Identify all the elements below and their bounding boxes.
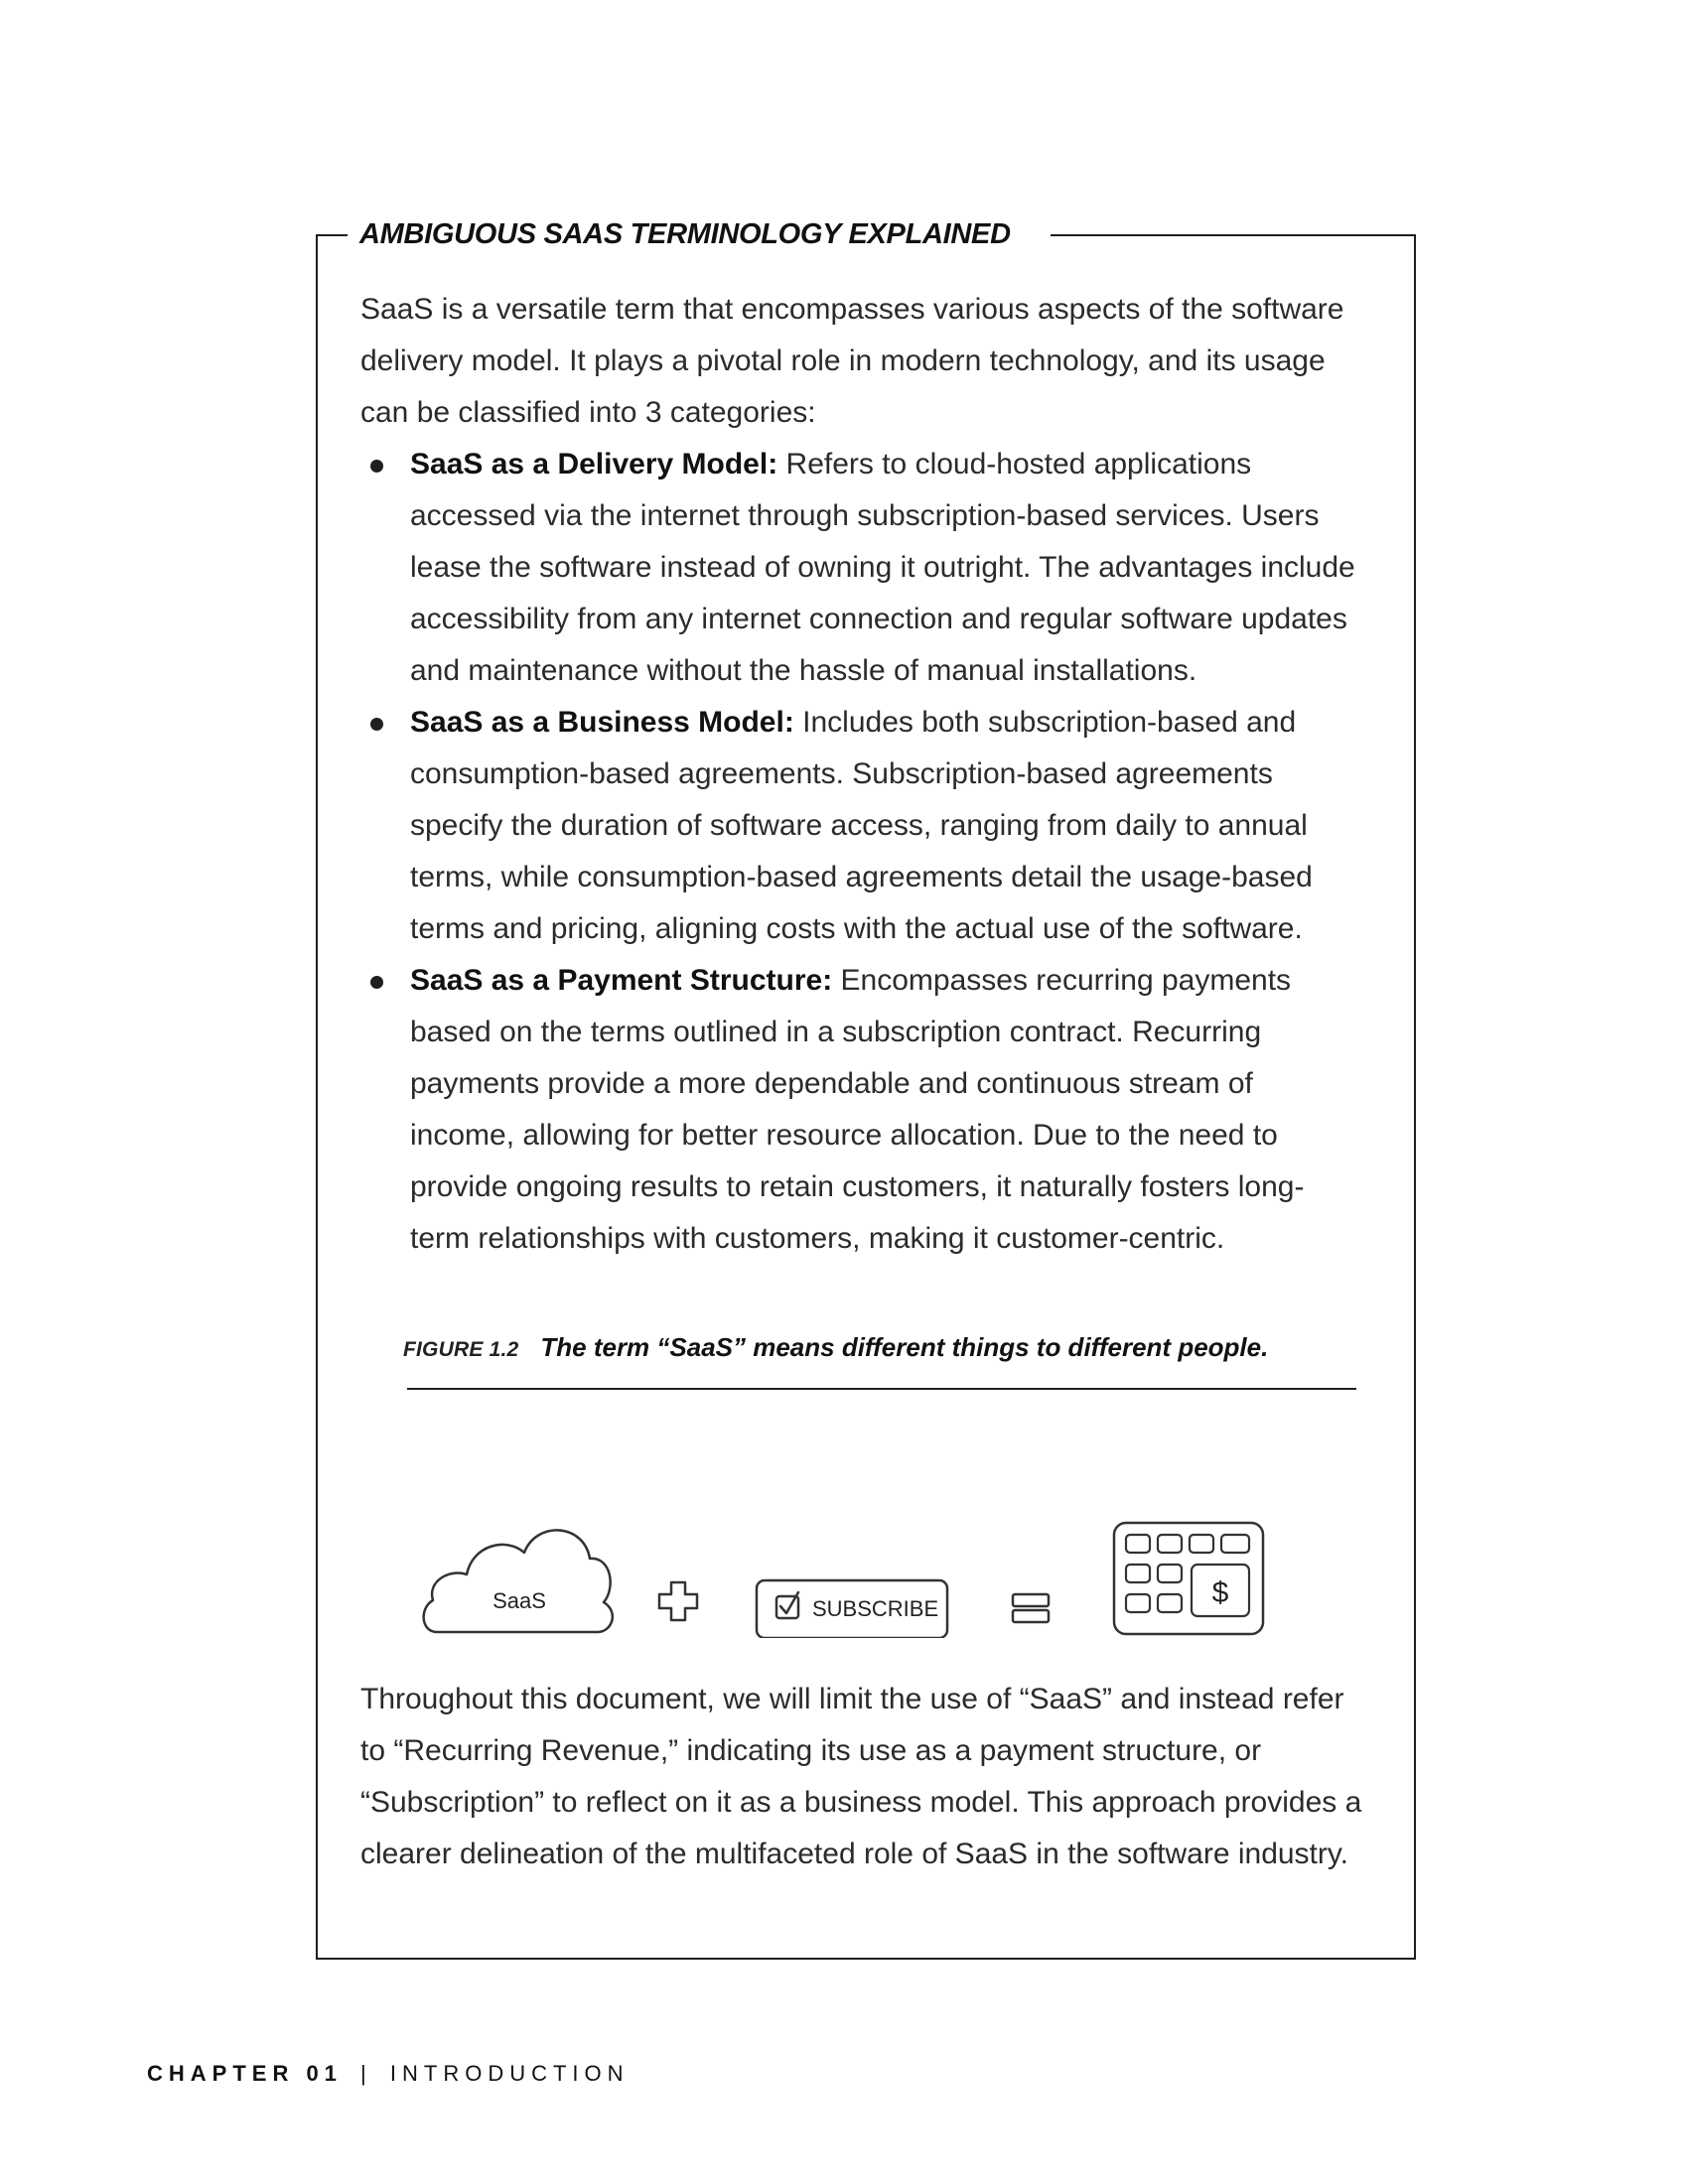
figure-caption (403, 1332, 1356, 1363)
plus-icon (659, 1582, 697, 1620)
list-item (360, 955, 1363, 1265)
bullet-dot-icon (370, 460, 383, 473)
subscribe-badge (757, 1580, 947, 1638)
category-list (360, 439, 1363, 1265)
bullet-dot-icon (370, 718, 383, 731)
closing-paragraph (360, 1674, 1363, 1880)
currency-symbol: $ (1211, 1576, 1229, 1609)
list-item (360, 697, 1363, 955)
callout-title: AMBIGUOUS SAAS TERMINOLOGY EXPLAINED (348, 214, 1051, 254)
bullet-term: SaaS as a Payment Structure: (410, 964, 833, 997)
bullet-text: Encompasses recurring payments based on the terms outlined in a subscription contract. Recurring payments provide a more dependable and continuous stream of income, allowing for better resource allocation. Due to the need to provide ongoing results to retain customers, it naturally fosters long-term relationships with customers, making it customer-centric. (410, 964, 1305, 1255)
bullet-text: Includes both subscription-based and consumption-based agreements. Subscription-based agreements specify the duration of software access, ranging from daily to annual terms, while consumption-based agreements detail the usage-based terms and pricing, aligning costs with the actual use of the software. (410, 706, 1313, 945)
figure-label: FIGURE 1.2 (403, 1338, 519, 1361)
figure-caption-text: The term “SaaS” means different things to different people. (540, 1332, 1269, 1362)
page-footer (147, 2061, 630, 2087)
payment-terminal-icon (1114, 1523, 1263, 1634)
bullet-term: SaaS as a Business Model: (410, 706, 794, 739)
callout-body (360, 284, 1363, 1265)
saas-equation-diagram (417, 1509, 1291, 1638)
cloud-label: SaaS (492, 1588, 546, 1613)
footer-chapter: CHAPTER 01 (147, 2061, 343, 2086)
footer-section: INTRODUCTION (389, 2061, 630, 2086)
bullet-text: Refers to cloud-hosted applications accessed via the internet through subscription-based services. Users lease the software instead of owning it outright. The advantages include accessibility from any internet connection and regular software updates and maintenance without the hassle of manual installations. (410, 448, 1355, 687)
cloud-icon (424, 1530, 613, 1632)
bullet-term: SaaS as a Delivery Model: (410, 448, 778, 480)
intro-text: SaaS is a versatile term that encompasses various aspects of the software delivery model. It plays a pivotal role in modern technology, and its usage can be classified into 3 categories: (360, 293, 1344, 429)
bullet-dot-icon (370, 976, 383, 989)
footer-separator: | (360, 2061, 372, 2086)
intro-paragraph (360, 284, 1363, 439)
figure-divider (407, 1388, 1356, 1390)
closing-text: Throughout this document, we will limit the use of “SaaS” and instead refer to “Recurring Revenue,” indicating its use as a payment structure, or “Subscription” to reflect on it as a business model. This approach provides a clearer delineation of the multifaceted role of SaaS in the software industry. (360, 1683, 1362, 1870)
list-item (360, 439, 1363, 697)
equals-icon (1013, 1594, 1049, 1622)
subscribe-label: SUBSCRIBE (812, 1596, 939, 1621)
